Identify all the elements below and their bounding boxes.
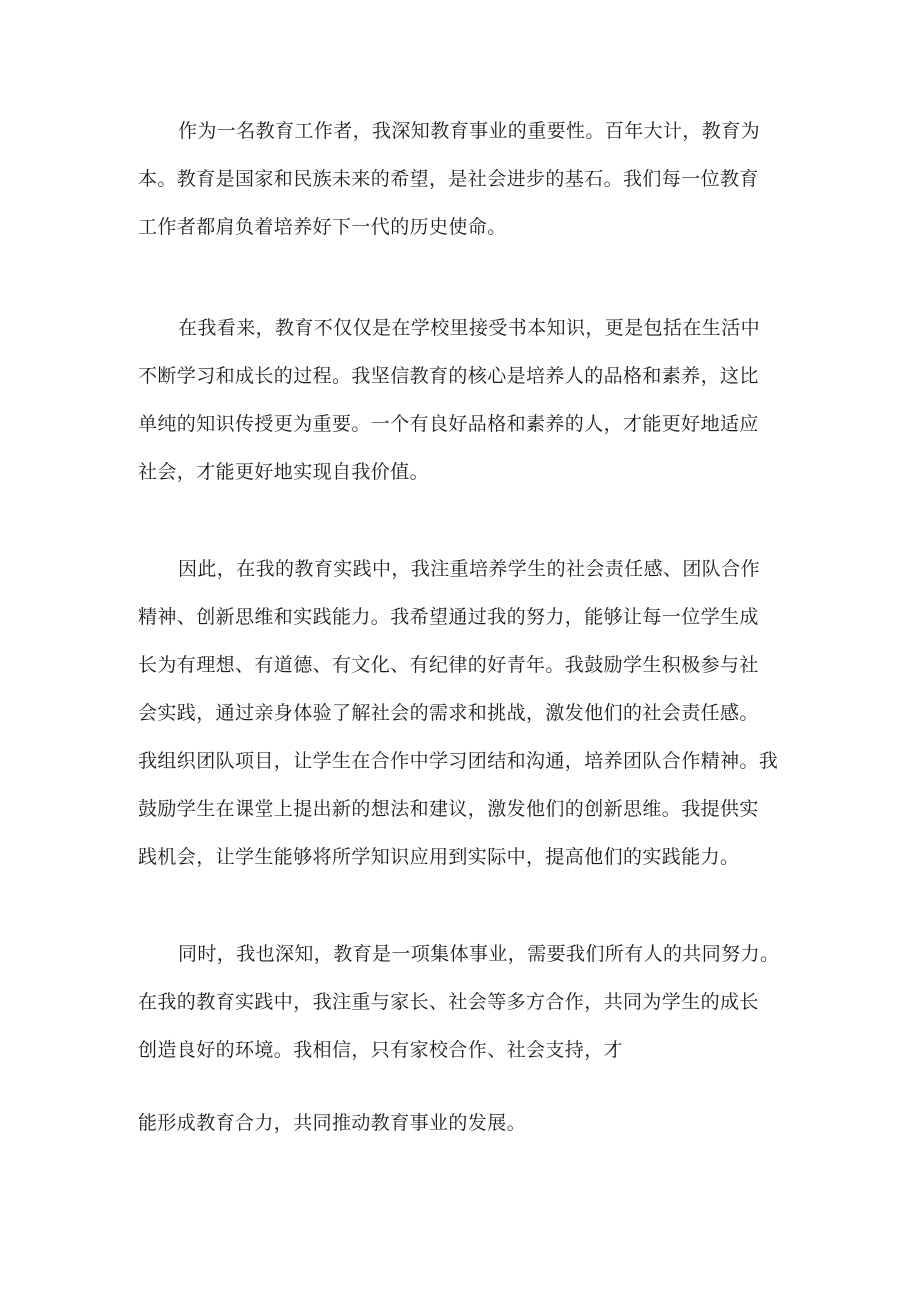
paragraph-1-line-1: 作为一名教育工作者，我深知教育事业的重要性。百年大计，教育为 bbox=[178, 120, 761, 142]
paragraph-4-line-3: 创造良好的环境。我相信，只有家校合作、社会支持，才 bbox=[138, 1039, 624, 1061]
paragraph-3-line-2: 精神、创新思维和实践能力。我希望通过我的努力，能够让每一位学生成 bbox=[138, 606, 759, 628]
paragraph-2-line-3: 单纯的知识传授更为重要。一个有良好品格和素养的人，才能更好地适应 bbox=[138, 413, 759, 435]
paragraph-3-line-1: 因此，在我的教育实践中，我注重培养学生的社会责任感、团队合作 bbox=[178, 558, 761, 580]
paragraph-3-line-6: 鼓励学生在课堂上提出新的想法和建议，激发他们的创新思维。我提供实 bbox=[138, 798, 759, 820]
paragraph-2-line-2: 不断学习和成长的过程。我坚信教育的核心是培养人的品格和素养，这比 bbox=[138, 365, 759, 387]
paragraph-3-line-7: 践机会，让学生能够将所学知识应用到实际中，提高他们的实践能力。 bbox=[138, 846, 740, 868]
paragraph-3-line-5: 我组织团队项目，让学生在合作中学习团结和沟通，培养团队合作精神。我 bbox=[138, 750, 779, 772]
paragraph-2-line-1: 在我看来，教育不仅仅是在学校里接受书本知识，更是包括在生活中 bbox=[178, 317, 761, 339]
paragraph-3-line-4: 会实践，通过亲身体验了解社会的需求和挑战，激发他们的社会责任感。 bbox=[138, 702, 759, 724]
paragraph-1-line-3: 工作者都肩负着培养好下一代的历史使命。 bbox=[138, 216, 507, 238]
paragraph-4-line-1: 同时，我也深知，教育是一项集体事业，需要我们所有人的共同努力。 bbox=[178, 943, 780, 965]
paragraph-3-line-3: 长为有理想、有道德、有文化、有纪律的好青年。我鼓励学生积极参与社 bbox=[138, 654, 759, 676]
paragraph-4-line-2: 在我的教育实践中，我注重与家长、社会等多方合作，共同为学生的成长 bbox=[138, 991, 759, 1013]
paragraph-2-line-4: 社会，才能更好地实现自我价值。 bbox=[138, 461, 430, 483]
paragraph-4-line-4: 能形成教育合力，共同推动教育事业的发展。 bbox=[138, 1112, 527, 1134]
paragraph-1-line-2: 本。教育是国家和民族未来的希望，是社会进步的基石。我们每一位教育 bbox=[138, 168, 759, 190]
